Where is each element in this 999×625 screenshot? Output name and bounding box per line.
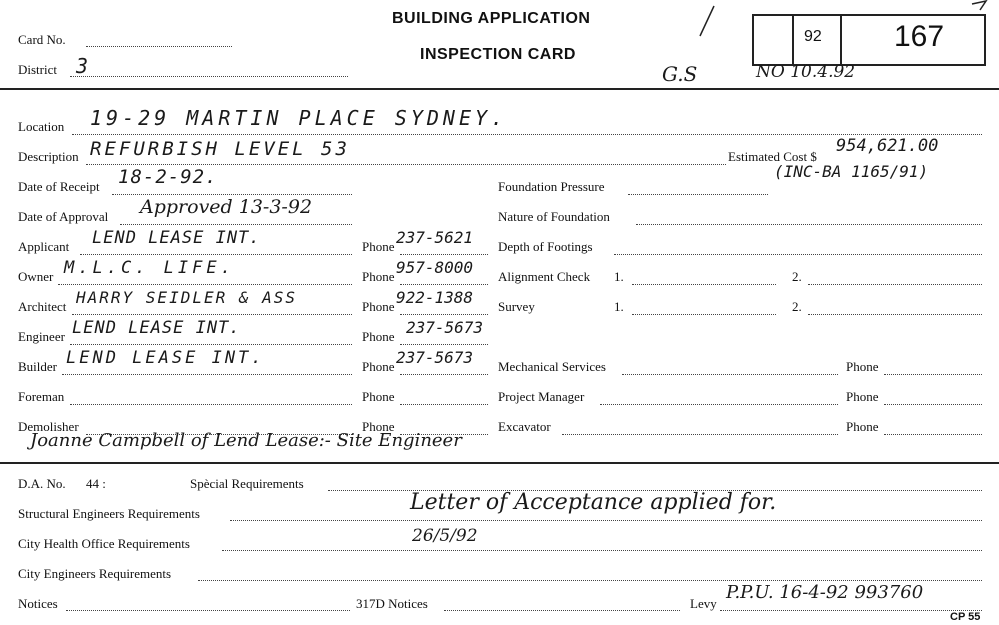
estimated-cost-note: (INC-BA 1165/91) (774, 162, 929, 181)
foundation-pressure-label: Foundation Pressure (498, 179, 605, 194)
structural-line (230, 520, 982, 521)
applicant-phone-label: Phone (362, 239, 395, 254)
site-engineer-note: Joanne Campbell of Lend Lease:- Site Engineer (30, 430, 462, 451)
approval-value: Approved 13-3-92 (140, 196, 313, 218)
excavator-phone-label: Phone (846, 419, 879, 434)
builder-line (62, 374, 352, 375)
levy-label: Levy (690, 596, 717, 611)
builder-label: Builder (18, 359, 57, 374)
district-line (70, 76, 348, 77)
no-date: NO 10.4.92 (756, 62, 856, 82)
da-label: D.A. No. (18, 476, 66, 491)
applicant-line (80, 254, 352, 255)
city-engineers-line (198, 580, 982, 581)
applicant-label: Applicant (18, 239, 70, 254)
health-value: 26/5/92 (412, 526, 478, 546)
receipt-line (112, 194, 352, 195)
mechanical-label: Mechanical Services (498, 359, 606, 374)
engineer-phone-label: Phone (362, 329, 395, 344)
applicant-value: LEND LEASE INT. (92, 228, 261, 248)
tick-mark-left (700, 6, 714, 36)
levy-line (720, 610, 982, 611)
builder-phone-label: Phone (362, 359, 395, 374)
special-requirements-label: Spècial Requirements (190, 476, 304, 491)
mechanical-phone-label: Phone (846, 359, 879, 374)
header-divider (0, 88, 999, 90)
foreman-phone-line (400, 404, 488, 405)
estimated-cost-label: Estimated Cost $ (728, 149, 817, 164)
description-label: Description (18, 149, 79, 164)
card-no-label: Card No. (18, 32, 66, 47)
structural-value: Letter of Acceptance applied for. (410, 490, 777, 515)
engineer-value: LEND LEASE INT. (72, 318, 241, 338)
applicant-phone-line (400, 254, 488, 255)
owner-line (58, 284, 352, 285)
project-manager-label: Project Manager (498, 389, 585, 404)
architect-line (72, 314, 352, 315)
project-manager-phone-line (884, 404, 982, 405)
box-number-value: 167 (894, 20, 945, 53)
notices-label: Notices (18, 596, 58, 611)
owner-phone-value: 957-8000 (396, 258, 474, 277)
engineer-phone-value: 237-5673 (406, 318, 484, 337)
city-engineers-label: City Engineers Requirements (18, 566, 172, 581)
check-marks (690, 0, 990, 40)
owner-phone-label: Phone (362, 269, 395, 284)
survey-num-1: 1. (614, 299, 624, 314)
alignment-num-2: 2. (792, 269, 802, 284)
survey-line-1 (632, 314, 776, 315)
description-line (86, 164, 726, 165)
demolisher-phone-label: Phone (362, 419, 395, 434)
mechanical-line (622, 374, 838, 375)
depth-footings-label: Depth of Footings (498, 239, 593, 254)
foundation-pressure-line (628, 194, 768, 195)
nature-foundation-line (636, 224, 982, 225)
engineer-phone-line (400, 344, 488, 345)
bottom-divider (0, 462, 999, 464)
demolisher-label: Demolisher (18, 419, 79, 434)
architect-phone-line (400, 314, 488, 315)
engineer-line (70, 344, 352, 345)
district-label: District (18, 62, 57, 77)
receipt-label: Date of Receipt (18, 179, 100, 194)
alignment-line-2 (808, 284, 982, 285)
architect-value: HARRY SEIDLER & ASS (76, 288, 298, 307)
architect-phone-value: 922-1388 (396, 288, 474, 307)
mechanical-phone-line (884, 374, 982, 375)
survey-label: Survey (498, 299, 535, 314)
title-line-2: INSPECTION CARD (420, 46, 576, 63)
initials: G.S (662, 62, 698, 86)
title-line-1: BUILDING APPLICATION (392, 10, 591, 27)
district-value: 3 (76, 54, 90, 78)
builder-phone-line (400, 374, 488, 375)
architect-phone-label: Phone (362, 299, 395, 314)
depth-footings-line (614, 254, 982, 255)
location-label: Location (18, 119, 65, 134)
box-year-value: 92 (804, 28, 822, 45)
applicant-phone-value: 237-5621 (396, 228, 474, 247)
foreman-phone-label: Phone (362, 389, 395, 404)
owner-label: Owner (18, 269, 54, 284)
foreman-line (70, 404, 352, 405)
builder-phone-value: 237-5673 (396, 348, 474, 367)
excavator-line (562, 434, 838, 435)
da-value: 44 : (86, 476, 106, 491)
owner-value: M.L.C. LIFE. (64, 258, 235, 278)
approval-label: Date of Approval (18, 209, 109, 224)
owner-phone-line (400, 284, 488, 285)
builder-value: LEND LEASE INT. (66, 348, 265, 368)
nature-foundation-label: Nature of Foundation (498, 209, 610, 224)
foreman-label: Foreman (18, 389, 65, 404)
excavator-label: Excavator (498, 419, 551, 434)
tick-mark-right (972, 1, 986, 10)
form-code: CP 55 (950, 611, 981, 623)
estimated-cost-value: 954,621.00 (836, 136, 939, 156)
engineer-label: Engineer (18, 329, 65, 344)
levy-value: P.P.U. 16-4-92 993760 (726, 582, 924, 603)
receipt-value: 18-2-92. (118, 166, 218, 188)
notices-line (66, 610, 350, 611)
description-value: REFURBISH LEVEL 53 (90, 138, 350, 160)
excavator-phone-line (884, 434, 982, 435)
project-manager-line (600, 404, 838, 405)
approval-line (120, 224, 352, 225)
survey-line-2 (808, 314, 982, 315)
notices-317-line (444, 610, 680, 611)
structural-label: Structural Engineers Requirements (18, 506, 200, 521)
notices-317-label: 317D Notices (356, 596, 428, 611)
card-no-line (86, 46, 232, 47)
project-manager-phone-label: Phone (846, 389, 879, 404)
health-line (222, 550, 982, 551)
location-line (72, 134, 982, 135)
location-value: 19-29 MARTIN PLACE SYDNEY. (90, 106, 508, 130)
survey-num-2: 2. (792, 299, 802, 314)
alignment-num-1: 1. (614, 269, 624, 284)
alignment-line-1 (632, 284, 776, 285)
health-label: City Health Office Requirements (18, 536, 190, 551)
architect-label: Architect (18, 299, 67, 314)
alignment-label: Alignment Check (498, 269, 591, 284)
